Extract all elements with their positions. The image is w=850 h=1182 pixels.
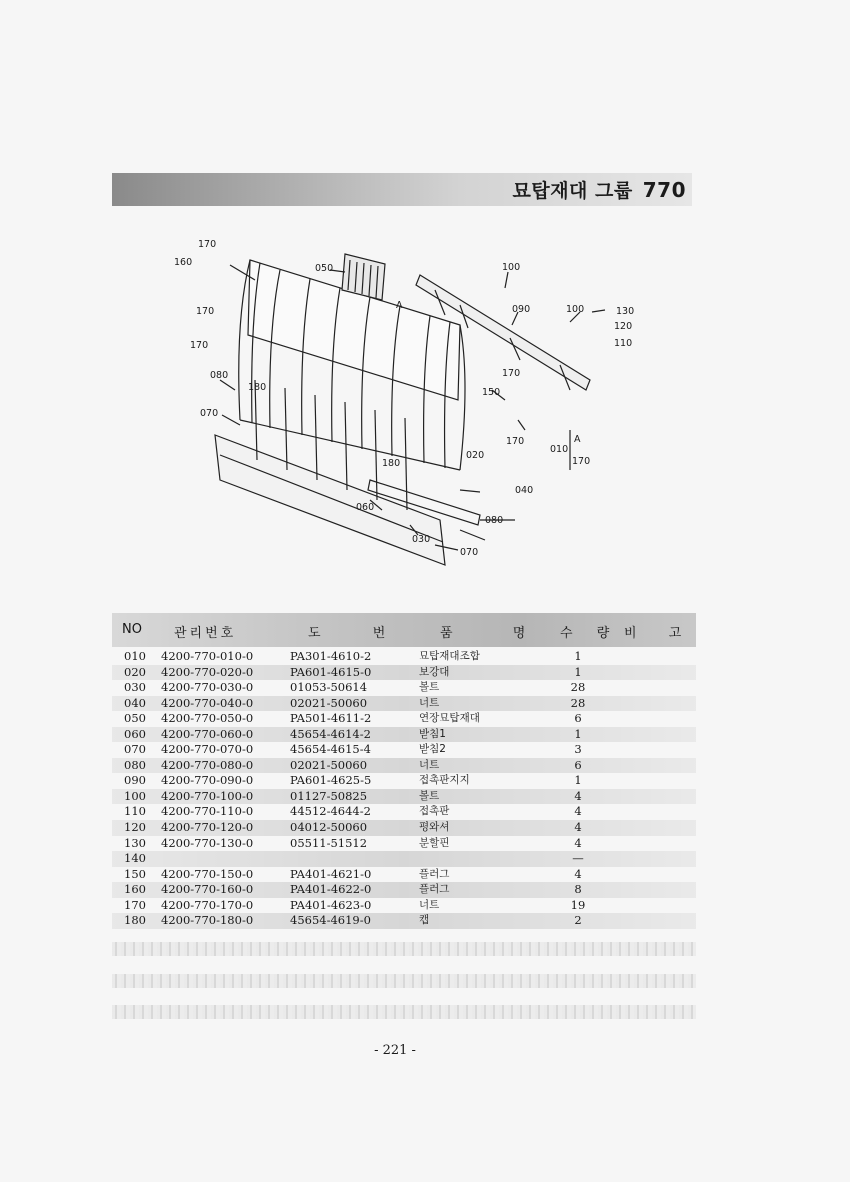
section-header-bar (112, 173, 692, 206)
header-part-name: 품 명 (440, 626, 554, 641)
row-management-number: 4200-770-080-0 (161, 757, 254, 772)
row-no: 120 (124, 820, 146, 835)
callout-label: A (574, 434, 581, 445)
callout-label: 130 (616, 306, 635, 317)
row-management-number: 4200-770-020-0 (161, 664, 254, 679)
scan-noise-band (112, 1005, 696, 1019)
header-quantity: 수 량 (560, 626, 620, 641)
row-drawing-number: 45654-4614-2 (290, 726, 371, 741)
row-management-number: 4200-770-060-0 (161, 726, 254, 741)
row-part-name: 볼트 (419, 789, 440, 802)
table-row (112, 665, 696, 681)
row-quantity: 6 (574, 757, 582, 772)
exploded-parts-diagram (160, 230, 660, 600)
table-row (112, 804, 696, 820)
parts-table-header (112, 613, 696, 647)
row-drawing-number: 44512-4644-2 (290, 804, 371, 819)
row-no: 140 (124, 851, 146, 866)
row-quantity: 1 (574, 726, 582, 741)
callout-label: 180 (382, 458, 401, 469)
section-title (513, 176, 687, 203)
row-management-number: 4200-770-120-0 (161, 820, 254, 835)
group-title: 묘탑재대 그룹 (512, 180, 633, 202)
callout-label: 170 (502, 368, 521, 379)
callout-label: 160 (174, 257, 193, 268)
row-drawing-number: 01127-50825 (290, 788, 368, 803)
callout-label: 120 (614, 321, 633, 332)
row-quantity: 8 (574, 882, 582, 897)
row-drawing-number: 01053-50614 (290, 680, 368, 695)
row-management-number: 4200-770-010-0 (161, 649, 254, 663)
row-part-name: 플러그 (419, 883, 450, 896)
row-quantity: 28 (570, 695, 586, 710)
row-no: 050 (124, 711, 146, 726)
table-row (112, 727, 696, 743)
callout-label: 110 (614, 338, 633, 349)
table-row (112, 680, 696, 696)
row-drawing-number: PA601-4625-5 (290, 773, 372, 788)
row-quantity: 2 (574, 913, 582, 928)
row-no: 100 (124, 788, 146, 803)
table-row (112, 789, 696, 805)
row-management-number: 4200-770-150-0 (161, 866, 254, 881)
callout-label: 170 (190, 340, 209, 351)
row-part-name: 접촉판 (419, 805, 450, 818)
table-row (112, 913, 696, 929)
callout-label: 170 (196, 306, 215, 317)
table-row (112, 836, 696, 852)
row-drawing-number: 05511-51512 (290, 835, 368, 850)
scan-noise-band (112, 942, 696, 956)
row-management-number: 4200-770-040-0 (161, 695, 254, 710)
row-part-name: 캡 (419, 914, 430, 927)
group-number: 770 (642, 178, 686, 202)
row-management-number: 4200-770-110-0 (161, 804, 254, 819)
row-management-number: 4200-770-050-0 (161, 711, 254, 726)
row-no: 180 (124, 913, 146, 928)
row-management-number: 4200-770-030-0 (161, 680, 254, 695)
callout-label: 080 (485, 515, 504, 526)
row-quantity: 6 (574, 711, 582, 726)
row-no: 110 (124, 804, 146, 819)
callout-label: 010 (550, 444, 569, 455)
page-number: - 221 - (374, 1043, 416, 1058)
scan-noise-band (112, 974, 696, 988)
callout-label: 060 (356, 502, 375, 513)
row-part-name: 플러그 (419, 867, 450, 880)
row-part-name: 받침2 (419, 743, 446, 756)
row-management-number: 4200-770-070-0 (161, 742, 254, 757)
row-no: 040 (124, 695, 146, 710)
callout-label: 150 (482, 387, 501, 398)
row-quantity: 3 (574, 742, 582, 757)
row-no: 070 (124, 742, 146, 757)
callout-label: 180 (248, 382, 267, 393)
row-no: 020 (124, 664, 146, 679)
header-drawing-number: 도 번 (308, 626, 410, 641)
row-part-name: 너트 (419, 696, 440, 709)
callout-label: 020 (466, 450, 485, 461)
table-row (112, 898, 696, 914)
row-quantity: 28 (570, 680, 586, 695)
callout-label: 040 (515, 485, 534, 496)
parts-table (112, 649, 696, 929)
row-part-name: 평와셔 (419, 821, 450, 834)
row-part-name: 접촉판지지 (419, 774, 470, 787)
callout-label: 100 (502, 262, 521, 273)
row-no: 130 (124, 835, 146, 850)
row-quantity: 1 (574, 773, 582, 788)
row-no: 160 (124, 882, 146, 897)
row-no: 150 (124, 866, 146, 881)
row-quantity: 1 (574, 649, 582, 663)
callout-label: A (396, 300, 403, 311)
callout-label: 050 (315, 263, 334, 274)
row-no: 170 (124, 897, 146, 912)
row-quantity: 4 (574, 820, 582, 835)
row-part-name: 보강대 (419, 665, 450, 678)
callout-label: 170 (198, 239, 217, 250)
row-part-name: 연장묘탑재대 (419, 712, 480, 725)
table-row (112, 696, 696, 712)
callout-label: 080 (210, 370, 229, 381)
row-drawing-number: PA401-4622-0 (290, 882, 372, 897)
table-row (112, 820, 696, 836)
row-quantity: 19 (570, 897, 586, 912)
row-management-number: 4200-770-170-0 (161, 897, 254, 912)
table-row (112, 867, 696, 883)
callout-label: 170 (506, 436, 525, 447)
row-part-name: 볼트 (419, 681, 440, 694)
row-drawing-number: PA601-4615-0 (290, 664, 372, 679)
row-part-name: 너트 (419, 898, 440, 911)
row-drawing-number: 02021-50060 (290, 695, 368, 710)
row-drawing-number: 45654-4615-4 (290, 742, 371, 757)
row-quantity: 4 (574, 835, 582, 850)
row-no: 090 (124, 773, 146, 788)
header-no: NO (122, 622, 142, 637)
table-row (112, 649, 696, 665)
row-drawing-number: 02021-50060 (290, 757, 368, 772)
row-part-name: 너트 (419, 758, 440, 771)
callout-label: 070 (200, 408, 219, 419)
callout-label: 030 (412, 534, 431, 545)
row-drawing-number: 45654-4619-0 (290, 913, 371, 928)
row-management-number: 4200-770-180-0 (161, 913, 254, 928)
table-row (112, 758, 696, 774)
header-management-number: 관리번호 (174, 626, 237, 641)
row-quantity: 4 (574, 866, 582, 881)
table-row (112, 882, 696, 898)
row-drawing-number: PA301-4610-2 (290, 649, 372, 663)
row-quantity: 4 (574, 788, 582, 803)
header-remarks: 비 고 (624, 626, 696, 641)
row-part-name: 받침1 (419, 727, 446, 740)
row-management-number: 4200-770-160-0 (161, 882, 254, 897)
row-drawing-number: 04012-50060 (290, 820, 368, 835)
callout-label: 090 (512, 304, 531, 315)
row-no: 030 (124, 680, 146, 695)
row-drawing-number: PA401-4623-0 (290, 897, 372, 912)
callout-label: 170 (572, 456, 591, 467)
table-row (112, 851, 696, 867)
row-no: 080 (124, 757, 146, 772)
row-part-name: 묘탑재대조합 (419, 650, 480, 662)
row-no: 010 (124, 649, 146, 663)
row-management-number: 4200-770-130-0 (161, 835, 254, 850)
row-quantity: 1 (574, 664, 582, 679)
table-row (112, 742, 696, 758)
row-management-number: 4200-770-090-0 (161, 773, 254, 788)
table-row (112, 711, 696, 727)
callout-label: 070 (460, 547, 479, 558)
row-quantity: — (572, 851, 584, 866)
row-management-number: 4200-770-100-0 (161, 788, 254, 803)
row-no: 060 (124, 726, 146, 741)
row-drawing-number: PA401-4621-0 (290, 866, 372, 881)
table-row (112, 773, 696, 789)
row-part-name: 분할핀 (419, 836, 450, 849)
callout-label: 100 (566, 304, 585, 315)
row-quantity: 4 (574, 804, 582, 819)
row-drawing-number: PA501-4611-2 (290, 711, 372, 726)
